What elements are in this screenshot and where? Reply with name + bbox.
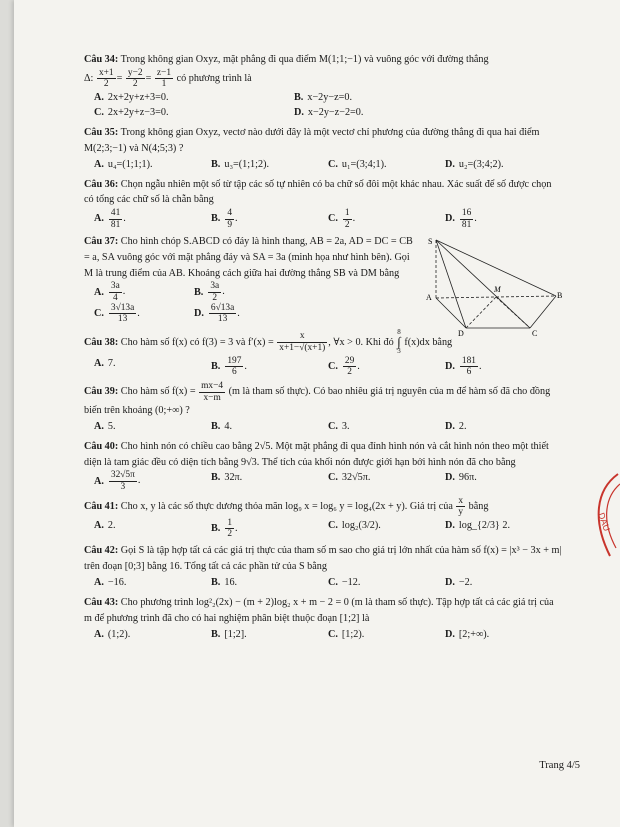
vertex-label-a: A: [426, 292, 432, 302]
ratio-fraction: $\frac{x}{y}$: [458, 496, 464, 518]
question-38: Câu 38: Cho hàm số f(x) có f(3) = 3 và f′(x) = $\frac{x}{x+1-√(x+1)}$ , ∀x > 0. Khi đó 8 ∫ 3 f(x)dx bằng A. 7. B. $\frac{197}{6}$ . C. $\frac{29}{2}$ . D. $\frac{181}{6}$ .: [84, 329, 562, 378]
question-37: [84, 234, 562, 338]
question-42: [84, 543, 562, 590]
option-b[interactable]: B. u₃=(1;1;2).: [211, 158, 270, 170]
option-a[interactable]: A. u₄=(1;1;1).: [94, 158, 153, 170]
fraction: $\frac{y-2}{2}$: [127, 67, 143, 90]
vertex-label-s: S: [428, 236, 433, 246]
question-41: Câu 41: Cho x, y là các số thực dương thỏa mãn log₉ x = log₆ y = log₄(2x + y). Giá trị của $\frac{x}{y}$ bằng A. 2. B. $\frac{1}{2}$ . C. log₂(3/2). D. log_{2/3} 2.: [84, 496, 562, 539]
option-a[interactable]: A. 2x+2y+z+3=0.: [94, 91, 169, 103]
option-b[interactable]: B. $\frac{197}{6}$ .: [211, 355, 247, 378]
answer-options: [94, 419, 562, 435]
answer-options: [94, 518, 562, 540]
option-d[interactable]: D. 2.: [445, 420, 467, 432]
question-label: Câu 41:: [84, 501, 119, 513]
option-b[interactable]: B. $\frac{4}{9}$ .: [211, 208, 238, 230]
option-d[interactable]: D. [2;+∞).: [445, 628, 490, 640]
question-label: Câu 40:: [84, 440, 119, 452]
line-name: Δ:: [84, 73, 94, 84]
option-a[interactable]: A. (1;2).: [94, 628, 131, 640]
question-label: Câu 43:: [84, 596, 119, 608]
question-label: Câu 39:: [84, 386, 119, 398]
option-b[interactable]: B. x−2y−z=0.: [294, 91, 353, 103]
option-b[interactable]: B. 32π.: [211, 472, 243, 484]
answer-options: [94, 470, 562, 492]
option-a[interactable]: A. −16.: [94, 577, 127, 589]
question-35: [84, 125, 562, 172]
option-a[interactable]: A. $\frac{32√5\pi}{3}$ .: [94, 470, 141, 492]
option-c[interactable]: C. log₂(3/2).: [328, 519, 381, 531]
stem-suffix: có phương trình là: [176, 73, 252, 84]
question-36: [84, 177, 562, 230]
question-34: Câu 34: Trong không gian Oxyz, mặt phẳng đi qua điểm M(1;1;−1) và vuông góc với đường thẳng Δ: $\frac{x+1}{2}$ = $\frac{y-2}{2}$ = $\frac{z-1}{1}$ có phương trình là A. 2x+2y+z+3=0. B. x−2y−z=0. C. 2x+2y+z−3=0. D. x−2y−z−2=0.: [84, 52, 562, 121]
vertex-label-m: M: [494, 284, 501, 294]
option-a[interactable]: A. $\frac{41}{81}$ .: [94, 208, 126, 230]
question-label: Câu 34:: [84, 54, 119, 65]
page-number: Trang 4/5: [539, 760, 580, 771]
question-40: [84, 439, 562, 492]
answer-options: [94, 208, 562, 230]
option-d[interactable]: D. −2.: [445, 577, 473, 589]
option-d[interactable]: D. $\frac{181}{6}$ .: [445, 355, 482, 378]
option-d[interactable]: D. x−2y−z−2=0.: [294, 107, 364, 119]
stamp-text: DAU: [596, 511, 613, 533]
option-d[interactable]: D. $\frac{6√13a}{13}$ .: [194, 303, 240, 325]
question-43: [84, 595, 562, 642]
function-fraction: $\frac{mx-4}{x-m}$: [201, 381, 224, 403]
question-label: Câu 42:: [84, 545, 119, 557]
red-stamp: [580, 470, 620, 560]
option-b[interactable]: B. 4.: [211, 420, 232, 432]
vertex-label-c: C: [532, 328, 538, 338]
question-label: Câu 35:: [84, 127, 119, 139]
exam-page: [84, 52, 562, 646]
option-c[interactable]: C. −12.: [328, 577, 361, 589]
fraction: $\frac{x+1}{2}$: [98, 67, 114, 90]
question-stem: Cho hình nón có chiều cao bằng 2√5. Một mặt phẳng đi qua đỉnh hình nón và cắt hình nón theo một thiết diện là tam giác đều có diện tích bằng 9√3. Thể tích của khối nón được giới hạn bởi hình nón đã cho bằng: [84, 440, 549, 468]
option-c[interactable]: C. u₁=(3;4;1).: [328, 158, 387, 170]
answer-options: [94, 90, 562, 122]
option-c[interactable]: C. $\frac{1}{2}$ .: [328, 208, 356, 230]
question-stem: Gọi S là tập hợp tất cả các giá trị thực của tham số m sao cho giá trị lớn nhất của hàm số f(x) = |x³ − 3x + m| trên đoạn [0;3] bằng 16. Tổng tất cả các phần tử của S bằng: [84, 545, 562, 573]
answer-options: [94, 356, 562, 378]
option-a[interactable]: A. 7.: [94, 357, 116, 369]
option-c[interactable]: C. $\frac{29}{2}$ .: [328, 355, 360, 378]
question-stem: Trong không gian Oxyz, mặt phẳng đi qua điểm M(1;1;−1) và vuông góc với đường thẳng: [120, 54, 489, 65]
option-d[interactable]: D. log_{2/3} 2.: [445, 519, 511, 531]
answer-options: [94, 157, 562, 173]
question-label: Câu 37:: [84, 235, 119, 247]
option-c[interactable]: C. $\frac{3√13a}{13}$ .: [94, 303, 140, 325]
question-label: Câu 36:: [84, 178, 119, 190]
option-c[interactable]: C. [1;2).: [328, 628, 365, 640]
answer-options: [94, 575, 562, 591]
pyramid-figure: [424, 236, 562, 340]
integral-sign: 8 ∫ 3: [397, 327, 401, 356]
option-d[interactable]: D. u₂=(3;4;2).: [445, 158, 504, 170]
question-label: Câu 38:: [84, 336, 119, 348]
option-b[interactable]: B. [1;2].: [211, 628, 247, 640]
answer-options: [94, 627, 562, 643]
option-b[interactable]: B. $\frac{3a}{2}$ .: [194, 281, 225, 303]
question-stem: Cho hình chóp S.ABCD có đáy là hình thang, AB = 2a, AD = DC = CB = a, SA vuông góc với mặt phẳng đáy và SA = 3a (minh họa như hình bên). Gọi M là trung điểm của AB. Khoảng cách giữa hai đường thẳng SB và DM bằng: [84, 235, 413, 279]
vertex-label-d: D: [458, 328, 464, 338]
option-c[interactable]: C. 3.: [328, 420, 350, 432]
question-stem: Trong không gian Oxyz, vectơ nào dưới đây là một vectơ chỉ phương của đường thẳng đi qua hai điểm M(2;3;−1) và N(4;5;3) ?: [84, 127, 540, 154]
option-b[interactable]: B. $\frac{1}{2}$ .: [211, 517, 238, 540]
option-d[interactable]: D. $\frac{16}{81}$ .: [445, 208, 477, 230]
derivative-fraction: $\frac{x}{x+1-√(x+1)}$: [279, 331, 326, 353]
question-stem: Cho phương trình log²₂(2x) − (m + 2)log₂ x + m − 2 = 0 (m là tham số thực). Tập hợp tất cả các giá trị của m để phương trình đã cho có hai nghiệm phân biệt thuộc đoạn [1;2] là: [84, 596, 554, 624]
option-a[interactable]: A. 5.: [94, 420, 116, 432]
answer-options: [94, 281, 419, 324]
option-d[interactable]: D. 96π.: [445, 472, 477, 484]
question-stem: Chọn ngẫu nhiên một số từ tập các số tự nhiên có ba chữ số đôi một khác nhau. Xác suất để số được chọn có tổng các chữ số là chẵn bằng: [84, 178, 552, 206]
option-c[interactable]: C. 32√5π.: [328, 472, 371, 484]
exam-paper: [14, 0, 620, 827]
fraction: $\frac{z-1}{1}$: [156, 67, 172, 90]
question-39: Câu 39: Cho hàm số f(x) = $\frac{mx-4}{x-m}$ (m là tham số thực). Có bao nhiêu giá trị nguyên của m để hàm số đã cho đồng biến trên khoảng (0;+∞) ? A. 5. B. 4. C. 3. D. 2.: [84, 381, 562, 434]
option-b[interactable]: B. 16.: [211, 577, 238, 589]
option-a[interactable]: A. $\frac{3a}{4}$ .: [94, 281, 126, 303]
option-c[interactable]: C. 2x+2y+z−3=0.: [94, 107, 169, 119]
vertex-label-b: B: [557, 290, 562, 300]
option-a[interactable]: A. 2.: [94, 519, 116, 531]
